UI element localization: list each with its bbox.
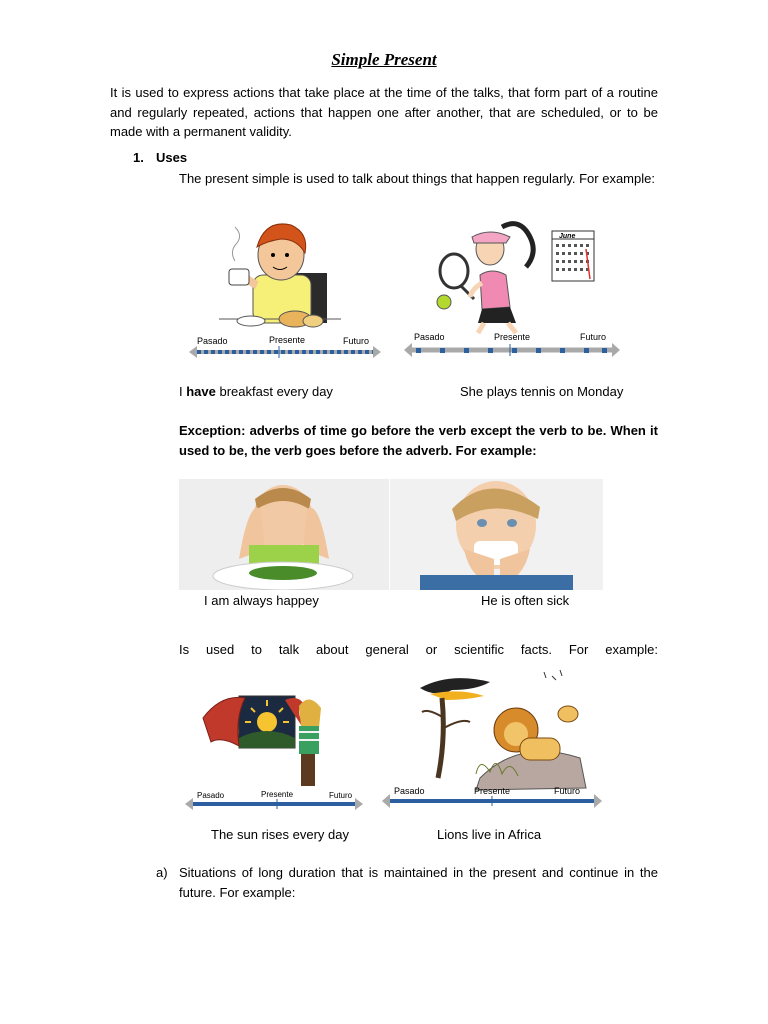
timeline-present-label: Presente (494, 332, 531, 342)
timeline-past-label: Pasado (197, 791, 225, 800)
example-caption-always: I am always happey (204, 593, 319, 608)
exception-paragraph: Exception: adverbs of time go before the verb except the verb to be. When it used to be, the verb goes before the adverb. For example: (179, 423, 658, 458)
example-caption-breakfast (179, 384, 333, 399)
example-caption-lions: Lions live in Africa (437, 827, 542, 842)
calendar-month: June (559, 233, 576, 240)
timeline-past-label: Pasado (394, 786, 425, 796)
caption-bold-verb: have (186, 384, 216, 399)
timeline-future-label: Futuro (554, 786, 581, 796)
list-item-text: Situations of long duration that is maintained in the present and continue in the future. For example: (179, 865, 658, 900)
timeline-future-label: Futuro (580, 332, 607, 342)
timeline-present-label: Presente (261, 790, 294, 799)
timeline-present-label: Presente (269, 335, 306, 345)
example-caption-often: He is often sick (481, 593, 570, 608)
section-number: 1. (133, 150, 144, 165)
page-title: Simple Present (331, 50, 437, 69)
section-text: The present simple is used to talk about things that happen regularly. For example: (179, 171, 655, 186)
timeline-past-label: Pasado (414, 332, 445, 342)
example-caption-sun: The sun rises every day (211, 827, 350, 842)
intro-paragraph: It is used to express actions that take place at the time of the talks, that form part of a routine and regularly repeated, actions that happen one after another, that are scheduled, or to be made with a permanent validity. (110, 85, 658, 139)
timeline-present-label: Presente (474, 786, 511, 796)
caption-text: I (179, 384, 187, 399)
list-item-label: a) (156, 865, 168, 880)
section-heading: Uses (156, 150, 188, 165)
breakfast-illustration (181, 215, 387, 365)
tennis-illustration (402, 213, 622, 365)
sick-boy-photo (390, 479, 603, 590)
example-caption-tennis: She plays tennis on Monday (460, 384, 624, 399)
boy-with-salad-photo (179, 479, 389, 590)
caption-text: breakfast every day (215, 384, 333, 399)
sunrise-illustration (181, 688, 367, 812)
timeline-future-label: Futuro (329, 791, 353, 800)
timeline-past-label: Pasado (197, 336, 228, 346)
timeline-future-label: Futuro (343, 336, 370, 346)
facts-paragraph: Is used to talk about general or scientific facts. For example: (179, 642, 658, 657)
lions-illustration (380, 668, 604, 813)
